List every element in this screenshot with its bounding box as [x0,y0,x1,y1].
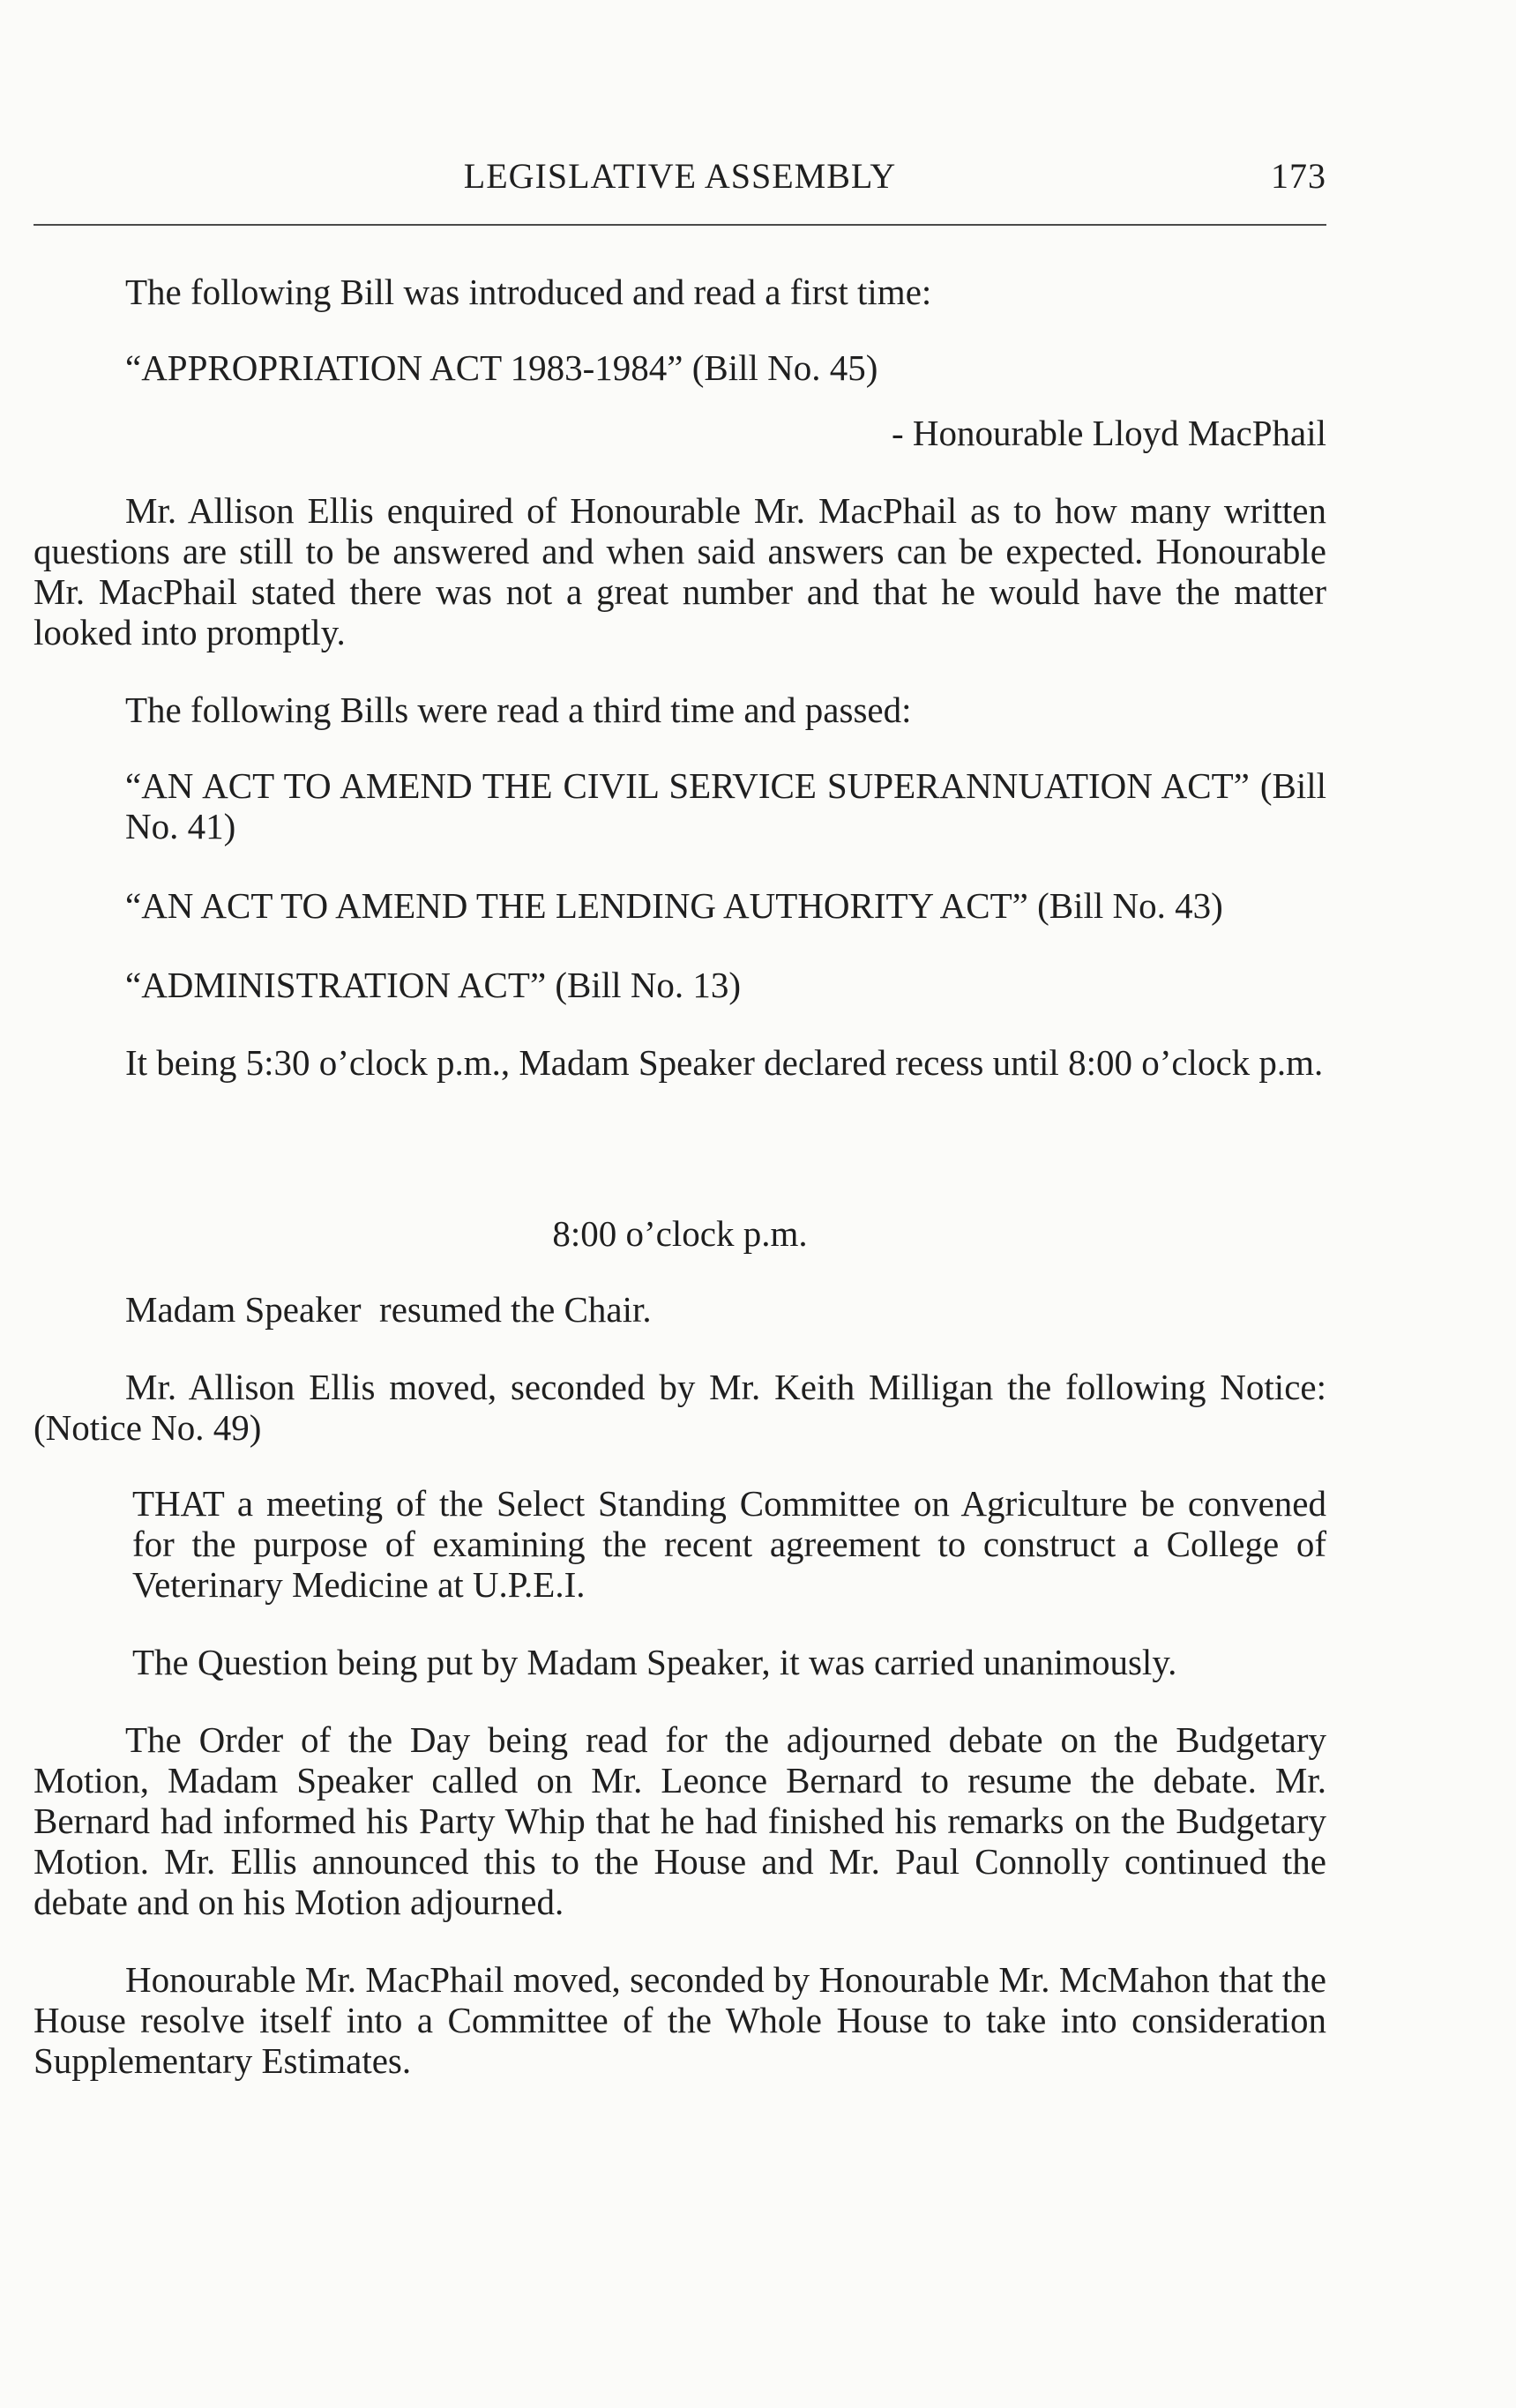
page-number: 173 [1271,156,1326,196]
bill-41-title: “AN ACT TO AMEND THE CIVIL SERVICE SUPERANNUATION ACT” (Bill No. 41) [125,765,1326,846]
bill-43-title: “AN ACT TO AMEND THE LENDING AUTHORITY ACT” (Bill No. 43) [125,885,1223,926]
header-title: LEGISLATIVE ASSEMBLY [463,156,897,196]
running-header [34,155,1326,208]
supplementary-estimates-motion: Honourable Mr. MacPhail moved, seconded by Honourable Mr. McMahon that the House resolve itself into a Committee of the Whole House to take into consideration Supplementary Estimates. [34,1959,1326,2081]
evening-sitting-time: 8:00 o’clock p.m. [552,1213,808,1254]
recess-paragraph: It being 5:30 o’clock p.m., Madam Speaker declared recess until 8:00 o’clock p.m. [125,1042,1324,1083]
bill-45-title: “APPROPRIATION ACT 1983-1984” (Bill No. 45) [125,347,878,388]
header-rule [34,224,1326,226]
journal-body [34,265,1326,2081]
notice-49-text: THAT a meeting of the Select Standing Committee on Agriculture be convened for the purpose of examining the recent agreement to construct a College of Veterinary Medicine at U.P.E.I. [132,1483,1326,1605]
budgetary-motion-debate: The Order of the Day being read for the adjourned debate on the Budgetary Motion, Madam Speaker called on Mr. Leonce Bernard to resume the debate. Mr. Bernard had informed his Party Whip that he had finished his remarks on the Budgetary Motion. Mr. Ellis announced this to the House and Mr. Paul Connolly continued the debate and on his Motion adjourned. [34,1719,1326,1922]
notice-49-motion: Mr. Allison Ellis moved, seconded by Mr. Keith Milligan the following Notice: (Notice No. 49) [34,1367,1326,1448]
bill-13-title: “ADMINISTRATION ACT” (Bill No. 13) [125,965,742,1005]
written-questions-paragraph: Mr. Allison Ellis enquired of Honourable Mr. MacPhail as to how many written questions are still to be answered and when said answers can be expected. Honourable Mr. MacPhail stated there was not a great number and that he would have the matter looked into promptly. [34,490,1326,652]
bill-introduced-intro: The following Bill was introduced and read a first time: [125,272,932,312]
speaker-resumed-chair: Madam Speaker resumed the Chair. [125,1289,652,1330]
bill-45-sponsor: - Honourable Lloyd MacPhail [891,413,1326,453]
question-carried: The Question being put by Madam Speaker, it was carried unanimously. [132,1642,1177,1682]
third-reading-intro: The following Bills were read a third time and passed: [125,690,912,730]
